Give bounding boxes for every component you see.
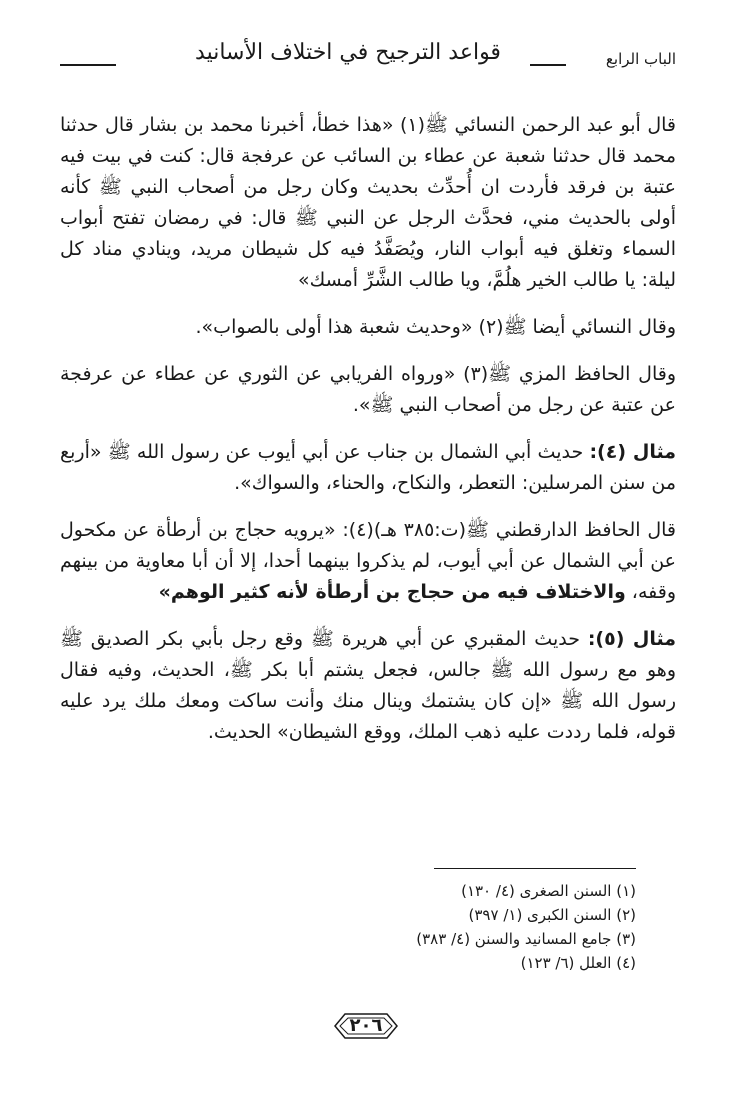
footnote-3: (٣) جامع المسانيد والسنن (٤/ ٣٨٣) <box>416 930 636 948</box>
page-number <box>331 1008 401 1044</box>
bold-conclusion: والاختلاف فيه من حجاج بن أرطأة لأنه كثير الوهم» <box>158 581 626 603</box>
footnote-4: (٤) العلل (٦/ ١٢٣) <box>520 954 636 972</box>
example-4-label: مثال (٤): <box>589 441 676 463</box>
paragraph-1: قال أبو عبد الرحمن النسائي ﷺ(١) «هذا خطأ، أخبرنا محمد بن بشار قال حدثنا محمد قال حدثنا شعبة عن عطاء بن السائب عن عرفجة قال: كنت في بيت فيه عتبة بن فرقد فأردت ان أُحدِّث بحديث وكان رجل من أصحاب النبي ﷺ كأنه أولى بالحديث مني، فحدَّث الرجل عن النبي ﷺ قال: في رمضان تفتح أبواب السماء وتغلق فيه أبواب النار، ويُصَفَّدُ فيه كل شيطان مريد، وينادي مناد كل ليلة: يا طالب الخير هلُمَّ، ويا طالب الشَّرِّ أمسك» <box>60 114 676 291</box>
footnote-divider <box>434 868 636 869</box>
daraqutni-quote: قال الحافظ الدارقطني ﷺ(ت:٣٨٥ هـ)(٤): «يرويه حجاج بن أرطأة عن مكحول عن أبي الشمال عن أبي أيوب، لم يذكروا بينهما أحدا، إلا أن أبا معاوية من بينهم وقفه، <box>60 519 677 603</box>
footnote-1: (١) السنن الصغرى (٤/ ١٣٠) <box>461 882 636 900</box>
page-number-label: ٢٠٦ <box>349 1015 383 1036</box>
header-ornament-left <box>60 64 116 66</box>
paragraph-5 <box>60 515 676 608</box>
paragraph-3: وقال الحافظ المزي ﷺ(٣) «ورواه الفريابي عن الثوري عن عطاء عن عرفجة عن عتبة عن رجل من أصحاب النبي ﷺ». <box>60 363 676 416</box>
main-text <box>60 110 676 764</box>
example-5-label: مثال (٥): <box>587 628 676 650</box>
chapter-label: الباب الرابع <box>605 50 676 68</box>
book-title: قواعد الترجيح في اختلاف الأسانيد <box>195 40 501 65</box>
footnote-2: (٢) السنن الكبرى (١/ ٣٩٧) <box>468 906 636 924</box>
running-header <box>60 36 676 76</box>
paragraph-6 <box>60 624 676 748</box>
paragraph-4 <box>60 437 676 499</box>
example-4-text: حديث أبي الشمال بن جناب عن أبي أيوب عن رسول الله ﷺ «أربع من سنن المرسلين: التعطر، والنكاح، والحناء، والسواك». <box>60 441 676 494</box>
footnotes <box>216 879 636 975</box>
header-ornament-right <box>530 64 566 66</box>
example-5-text: حديث المقبري عن أبي هريرة ﷺ وقع رجل بأبي بكر الصديق ﷺ وهو مع رسول الله ﷺ جالس، فجعل يشتم أبا بكر ﷺ، الحديث، وفيه فقال رسول الله ﷺ «إن كان يشتمك وينال منك وأنت ساكت ومعك ملك يرد عليه قوله، فلما رددت عليه ذهب الملك، ووقع الشيطان» الحديث. <box>60 628 676 743</box>
paragraph-2: وقال النسائي أيضا ﷺ(٢) «وحديث شعبة هذا أولى بالصواب». <box>195 316 676 338</box>
